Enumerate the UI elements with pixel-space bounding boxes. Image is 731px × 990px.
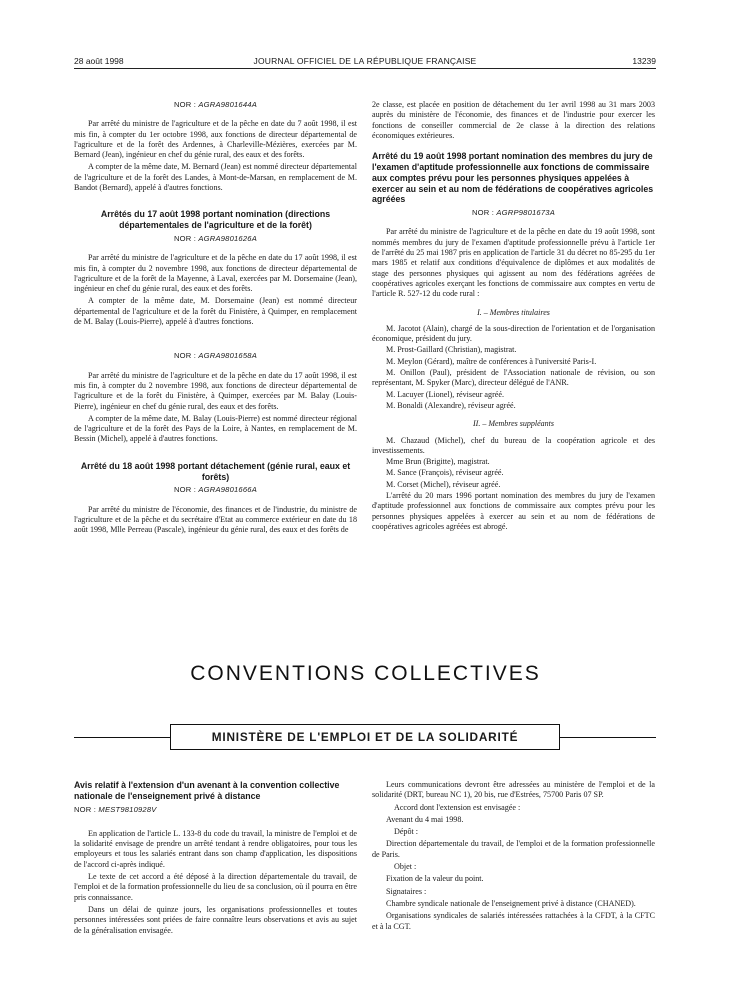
article-title: Arrêtés du 17 août 1998 portant nomination (directions départementales de l'agriculture et de la forêt) [100,209,331,231]
ministry-box [170,724,560,750]
bottom-left-column [74,780,357,938]
paragraph: Leurs communications devront être adressées au ministère de l'emploi et de la solidarité (DRT, bureau NC 1), 20 bis, rue d'Estrées, 75700 Paris 07 SP. [372,780,655,800]
right-column [372,100,655,534]
box-rule-left [74,737,170,738]
list-item: Mme Brun (Brigitte), magistrat. [386,457,490,467]
header-journal-title: JOURNAL OFFICIEL DE LA RÉPUBLIQUE FRANÇAISE [253,56,477,66]
paragraph: Objet : [394,862,417,872]
list-item: M. Prost-Gaillard (Christian), magistrat. [386,345,517,355]
paragraph: Fixation de la valeur du point. [386,874,484,884]
nor-code: AGRA9801666A [198,485,257,495]
article-title: Arrêté du 19 août 1998 portant nomination des membres du jury de l'examen d'aptitude professionnelle aux fonctions de commissaire aux comptes prévu pour les personnes physiques appelées à exercer au sein et au nom de fédérations de coopératives agricoles agréées [372,151,654,205]
nor-line: NOR : AGRP9801673A [472,208,555,218]
nor-line: NOR : MEST9810928V [74,804,157,814]
paragraph: L'arrêté du 20 mars 1996 portant nomination des membres du jury de l'examen d'aptitude professionnel aux fonctions de commissaire aux comptes prévu pour les personnes physiques appelées à exercer au sein et au nom de fédérations de coopératives agricoles agréées est abrogé. [372,491,655,531]
paragraph: Par arrêté du ministre de l'agriculture et de la pêche en date du 7 août 1998, il est mis fin, à compter du 1er octobre 1998, aux fonctions de directeur départemental de l'agriculture et de la forêt des Ardennes, à Charleville-Mézières, exercées par M. Bernard (Jean), ingénieur en chef du génie rural, des eaux et des forêts. [74,119,357,160]
paragraph: Par arrêté du ministre de l'agriculture et de la pêche en date du 17 août 1998, il est mis fin, à compter du 2 novembre 1998, aux fonctions de directeur départemental de l'agriculture et de la forêt du Finistère, à Quimper, exercées par M. Balay (Louis-Pierre), ingénieur en chef du génie rural, des eaux et des forêts. [74,370,357,411]
section-subheading: II. – Membres suppléants [472,419,555,429]
list-item: M. Sance (François), réviseur agréé. [386,468,504,478]
left-column [74,100,357,538]
paragraph: En application de l'article L. 133-8 du code du travail, la ministre de l'emploi et de la solidarité envisage de prendre un arrêté tendant à rendre obligatoires, pour tous les employeurs et tous les salariés entrant dans son champ d'application, les dispositions de l'accord ci-après indiqué. [74,828,357,869]
nor-line: NOR : AGRA9801644A [174,100,257,109]
suppleants-list [372,436,655,490]
nor-line: NOR : AGRA9801658A [174,351,257,361]
list-item: M. Lacuyer (Lionel), réviseur agréé. [386,389,504,399]
paragraph: Dépôt : [394,827,419,837]
nor-code: AGRP9801673A [496,208,555,218]
titulaires-list [372,324,655,411]
section-subheading: I. – Membres titulaires [477,307,550,317]
paragraph: Chambre syndicale nationale de l'enseignement privé à distance (CHANED). [386,898,636,908]
list-item: M. Meylon (Gérard), maître de conférences à l'université Paris-I. [386,356,597,366]
header-date: 28 août 1998 [74,56,124,66]
section-heading: CONVENTIONS COLLECTIVES [190,662,541,685]
paragraph: 2e classe, est placée en position de détachement du 1er avril 1998 au 31 mars 2003 auprès du ministère de l'économie, des finances et de l'industrie pour exercer les fonctions de conseiller commercial de 2e classe à la direction des relations économiques extérieures. [372,100,655,140]
ministry-title: MINISTÈRE DE L'EMPLOI ET DE LA SOLIDARITÉ [211,730,519,744]
paragraph: Par arrêté du ministre de l'agriculture et de la pêche en date du 17 août 1998, il est mis fin, à compter du 2 novembre 1998, aux fonctions de directeur départemental de l'agriculture et de la forêt de la Mayenne, à Laval, exercées par M. Dorsemaine (Jean), ingénieur en chef du génie rural, des eaux et des forêts. [74,253,357,294]
paragraph: Organisations syndicales de salariés intéressées rattachées à la CFDT, à la CFTC et à la CGT. [372,911,655,931]
list-item: M. Onillon (Paul), président de l'Association nationale de révision, ou son représentant, M. Spyker (Marc), directeur délégué de l'ANR. [372,368,655,388]
header-page-number: 13239 [632,56,656,66]
list-item: M. Corset (Michel), réviseur agréé. [386,479,501,489]
nor-code: AGRA9801658A [198,351,257,361]
nor-code: AGRA9801644A [198,100,257,109]
list-item: M. Chazaud (Michel), chef du bureau de la coopération agricole et des investissements. [372,435,655,455]
paragraph: Avenant du 4 mai 1998. [386,814,464,824]
paragraph: A compter de la même date, M. Dorsemaine (Jean) est nommé directeur départemental de l'agriculture et de la forêt du Finistère, à Quimper, en remplacement de M. Balay (Louis-Pierre), appelé à d'autres fonctions. [74,296,357,327]
paragraph: Signataires : [386,886,427,896]
paragraph: A compter de la même date, M. Bernard (Jean) est nommé directeur départemental de l'agriculture et de la forêt des Landes, à Mont-de-Marsan, en remplacement de M. Bandot (Bernard), appelé à d'autres fonctions. [74,162,357,193]
nor-line: NOR : AGRA9801626A [174,233,257,243]
paragraph: Par arrêté du ministre de l'économie, des finances et de l'industrie, du ministre de l'agriculture et de la pêche et du secrétaire d'Etat au commerce extérieur en date du 18 août 1998, Mlle Perreau (Pascale), ingénieur du génie rural, des eaux et des forêts de [74,504,357,535]
paragraph: A compter de la même date, M. Balay (Louis-Pierre) est nommé directeur régional de l'agriculture et de la forêt des Pays de la Loire, à Nantes, en remplacement de M. Bessin (Michel), appelé à d'autres fonctions. [74,413,357,444]
paragraph: Par arrêté du ministre de l'agriculture et de la pêche en date du 19 août 1998, sont nommés membres du jury de l'examen d'aptitude professionnelle prévu à l'article 1er de l'arrêté du 25 mai 1987 pris en application de l'article 31 du décret no 85-295 du 1er mars 1985 et relatif aux conditions d'équivalence de diplômes et aux modalités de stage des personnes physiques qui agissent au nom des fédérations agréées de coopératives agricoles exerçant les fonctions de commissaire aux comptes en vertu de l'article R. 527-12 du code rural : [372,227,655,299]
paragraph: Accord dont l'extension est envisagée : [394,802,521,812]
bottom-right-column [372,780,655,934]
paragraph: Dans un délai de quinze jours, les organisations professionnelles et toutes personnes intéressées sont priées de faire connaître leurs observations et avis au sujet de la généralisation envisagée. [74,904,357,935]
list-item: M. Jacotot (Alain), chargé de la sous-direction de l'orientation et de l'organisation économique, président du jury. [372,323,655,344]
article-title: Arrêté du 18 août 1998 portant détachement (génie rural, eaux et forêts) [80,460,351,482]
paragraph: Le texte de cet accord a été déposé à la direction départementale du travail, de l'emploi et de la formation professionnelle du lieu de sa conclusion, où il pourra en être pris connaissance. [74,872,357,902]
header-rule [74,68,656,69]
paragraph: Direction départementale du travail, de l'emploi et de la formation professionnelle de Paris. [372,839,655,859]
nor-code: MEST9810928V [98,804,157,814]
box-rule-right [560,737,656,738]
nor-line: NOR : AGRA9801666A [174,485,257,495]
nor-code: AGRA9801626A [198,233,257,243]
list-item: M. Bonaldi (Alexandre), réviseur agréé. [386,400,516,410]
article-title: Avis relatif à l'extension d'un avenant à la convention collective nationale de l'enseignement privé à distance [74,780,340,801]
